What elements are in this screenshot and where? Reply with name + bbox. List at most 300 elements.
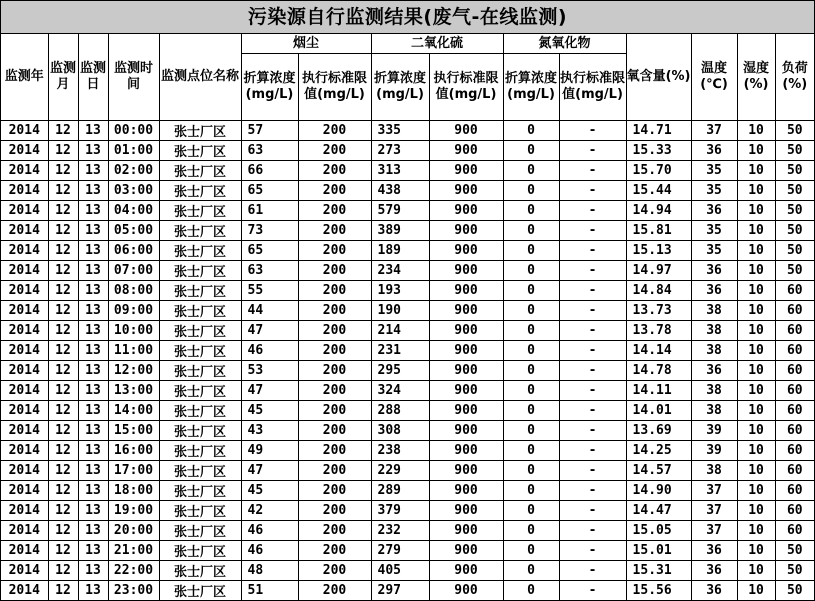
cell-dust-concentration: 63 bbox=[241, 261, 298, 281]
cell-temperature: 36 bbox=[691, 201, 737, 221]
cell-time: 04:00 bbox=[108, 201, 159, 221]
cell-day: 13 bbox=[78, 281, 108, 301]
cell-day: 13 bbox=[78, 341, 108, 361]
cell-oxygen: 15.13 bbox=[626, 241, 691, 261]
cell-dust-concentration: 49 bbox=[241, 441, 298, 461]
cell-temperature: 36 bbox=[691, 141, 737, 161]
cell-so2-concentration: 234 bbox=[371, 261, 429, 281]
cell-so2-concentration: 379 bbox=[371, 501, 429, 521]
cell-so2-concentration: 190 bbox=[371, 301, 429, 321]
cell-nox-limit: - bbox=[559, 381, 626, 401]
cell-year: 2014 bbox=[1, 201, 48, 221]
cell-site: 张士厂区 bbox=[159, 141, 241, 161]
cell-dust-limit: 200 bbox=[298, 381, 371, 401]
cell-day: 13 bbox=[78, 261, 108, 281]
cell-nox-limit: - bbox=[559, 281, 626, 301]
cell-so2-concentration: 297 bbox=[371, 581, 429, 601]
table-row bbox=[1, 561, 814, 581]
cell-humidity: 10 bbox=[737, 361, 775, 381]
cell-dust-concentration: 55 bbox=[241, 281, 298, 301]
cell-nox-limit: - bbox=[559, 581, 626, 601]
cell-humidity: 10 bbox=[737, 581, 775, 601]
header-nox-concentration: 折算浓度(mg/L) bbox=[503, 54, 559, 121]
cell-temperature: 38 bbox=[691, 401, 737, 421]
cell-temperature: 36 bbox=[691, 261, 737, 281]
cell-so2-concentration: 324 bbox=[371, 381, 429, 401]
cell-so2-concentration: 405 bbox=[371, 561, 429, 581]
cell-year: 2014 bbox=[1, 381, 48, 401]
cell-time: 23:00 bbox=[108, 581, 159, 601]
cell-nox-concentration: 0 bbox=[503, 521, 559, 541]
cell-oxygen: 15.56 bbox=[626, 581, 691, 601]
table-row bbox=[1, 581, 814, 601]
cell-temperature: 35 bbox=[691, 241, 737, 261]
cell-load: 50 bbox=[775, 221, 814, 241]
header-load: 负荷(%) bbox=[775, 34, 814, 121]
cell-oxygen: 14.11 bbox=[626, 381, 691, 401]
cell-time: 05:00 bbox=[108, 221, 159, 241]
cell-dust-concentration: 47 bbox=[241, 321, 298, 341]
header-dust-concentration: 折算浓度(mg/L) bbox=[241, 54, 298, 121]
header-time: 监测时间 bbox=[108, 34, 159, 121]
cell-nox-concentration: 0 bbox=[503, 361, 559, 381]
cell-nox-limit: - bbox=[559, 521, 626, 541]
cell-load: 60 bbox=[775, 301, 814, 321]
cell-year: 2014 bbox=[1, 461, 48, 481]
cell-nox-limit: - bbox=[559, 161, 626, 181]
cell-day: 13 bbox=[78, 581, 108, 601]
cell-so2-limit: 900 bbox=[429, 361, 503, 381]
cell-oxygen: 14.90 bbox=[626, 481, 691, 501]
cell-nox-concentration: 0 bbox=[503, 421, 559, 441]
cell-temperature: 36 bbox=[691, 561, 737, 581]
cell-load: 60 bbox=[775, 281, 814, 301]
cell-nox-limit: - bbox=[559, 401, 626, 421]
cell-humidity: 10 bbox=[737, 121, 775, 141]
cell-day: 13 bbox=[78, 561, 108, 581]
cell-so2-limit: 900 bbox=[429, 221, 503, 241]
cell-load: 50 bbox=[775, 161, 814, 181]
cell-month: 12 bbox=[48, 321, 78, 341]
cell-day: 13 bbox=[78, 161, 108, 181]
cell-humidity: 10 bbox=[737, 241, 775, 261]
cell-nox-concentration: 0 bbox=[503, 201, 559, 221]
cell-site: 张士厂区 bbox=[159, 161, 241, 181]
cell-nox-concentration: 0 bbox=[503, 441, 559, 461]
cell-oxygen: 14.78 bbox=[626, 361, 691, 381]
cell-oxygen: 14.47 bbox=[626, 501, 691, 521]
cell-day: 13 bbox=[78, 421, 108, 441]
cell-year: 2014 bbox=[1, 281, 48, 301]
cell-oxygen: 14.14 bbox=[626, 341, 691, 361]
cell-so2-concentration: 389 bbox=[371, 221, 429, 241]
table-row bbox=[1, 521, 814, 541]
cell-year: 2014 bbox=[1, 421, 48, 441]
cell-site: 张士厂区 bbox=[159, 401, 241, 421]
table-row bbox=[1, 121, 814, 141]
report-title: 污染源自行监测结果(废气-在线监测) bbox=[1, 1, 814, 34]
cell-load: 50 bbox=[775, 141, 814, 161]
cell-so2-limit: 900 bbox=[429, 181, 503, 201]
cell-nox-concentration: 0 bbox=[503, 321, 559, 341]
cell-time: 17:00 bbox=[108, 461, 159, 481]
cell-year: 2014 bbox=[1, 561, 48, 581]
cell-day: 13 bbox=[78, 521, 108, 541]
cell-temperature: 37 bbox=[691, 521, 737, 541]
cell-year: 2014 bbox=[1, 481, 48, 501]
cell-month: 12 bbox=[48, 141, 78, 161]
cell-dust-limit: 200 bbox=[298, 401, 371, 421]
cell-time: 02:00 bbox=[108, 161, 159, 181]
cell-dust-concentration: 46 bbox=[241, 521, 298, 541]
cell-temperature: 38 bbox=[691, 461, 737, 481]
cell-nox-limit: - bbox=[559, 361, 626, 381]
cell-nox-limit: - bbox=[559, 501, 626, 521]
cell-site: 张士厂区 bbox=[159, 441, 241, 461]
cell-nox-concentration: 0 bbox=[503, 301, 559, 321]
cell-temperature: 35 bbox=[691, 181, 737, 201]
cell-so2-limit: 900 bbox=[429, 501, 503, 521]
cell-oxygen: 13.78 bbox=[626, 321, 691, 341]
cell-time: 08:00 bbox=[108, 281, 159, 301]
cell-dust-concentration: 46 bbox=[241, 341, 298, 361]
header-dust-group: 烟尘 bbox=[241, 34, 371, 54]
cell-load: 60 bbox=[775, 481, 814, 501]
cell-nox-concentration: 0 bbox=[503, 241, 559, 261]
cell-time: 12:00 bbox=[108, 361, 159, 381]
cell-so2-limit: 900 bbox=[429, 201, 503, 221]
cell-oxygen: 15.70 bbox=[626, 161, 691, 181]
table-row bbox=[1, 161, 814, 181]
cell-load: 50 bbox=[775, 181, 814, 201]
cell-oxygen: 15.31 bbox=[626, 561, 691, 581]
cell-nox-concentration: 0 bbox=[503, 161, 559, 181]
cell-nox-limit: - bbox=[559, 301, 626, 321]
cell-dust-limit: 200 bbox=[298, 521, 371, 541]
cell-site: 张士厂区 bbox=[159, 541, 241, 561]
cell-load: 60 bbox=[775, 501, 814, 521]
table-row bbox=[1, 501, 814, 521]
cell-dust-concentration: 73 bbox=[241, 221, 298, 241]
cell-day: 13 bbox=[78, 461, 108, 481]
cell-so2-limit: 900 bbox=[429, 241, 503, 261]
cell-month: 12 bbox=[48, 221, 78, 241]
cell-time: 16:00 bbox=[108, 441, 159, 461]
header-so2-concentration: 折算浓度(mg/L) bbox=[371, 54, 429, 121]
cell-nox-concentration: 0 bbox=[503, 561, 559, 581]
cell-so2-limit: 900 bbox=[429, 581, 503, 601]
cell-temperature: 39 bbox=[691, 441, 737, 461]
table-row bbox=[1, 201, 814, 221]
cell-load: 60 bbox=[775, 521, 814, 541]
cell-time: 03:00 bbox=[108, 181, 159, 201]
cell-time: 10:00 bbox=[108, 321, 159, 341]
cell-nox-concentration: 0 bbox=[503, 461, 559, 481]
cell-load: 60 bbox=[775, 441, 814, 461]
header-nox-limit: 执行标准限值(mg/L) bbox=[559, 54, 626, 121]
cell-so2-concentration: 273 bbox=[371, 141, 429, 161]
cell-oxygen: 13.69 bbox=[626, 421, 691, 441]
cell-site: 张士厂区 bbox=[159, 301, 241, 321]
cell-so2-limit: 900 bbox=[429, 541, 503, 561]
cell-so2-limit: 900 bbox=[429, 261, 503, 281]
table-row bbox=[1, 221, 814, 241]
table-row bbox=[1, 261, 814, 281]
cell-so2-concentration: 579 bbox=[371, 201, 429, 221]
cell-so2-limit: 900 bbox=[429, 281, 503, 301]
cell-nox-concentration: 0 bbox=[503, 281, 559, 301]
cell-so2-concentration: 189 bbox=[371, 241, 429, 261]
cell-so2-limit: 900 bbox=[429, 141, 503, 161]
cell-nox-concentration: 0 bbox=[503, 481, 559, 501]
table-row bbox=[1, 141, 814, 161]
cell-dust-concentration: 66 bbox=[241, 161, 298, 181]
table-header bbox=[1, 34, 814, 121]
table-row bbox=[1, 361, 814, 381]
cell-site: 张士厂区 bbox=[159, 381, 241, 401]
cell-load: 60 bbox=[775, 361, 814, 381]
cell-day: 13 bbox=[78, 221, 108, 241]
cell-load: 60 bbox=[775, 401, 814, 421]
cell-dust-concentration: 51 bbox=[241, 581, 298, 601]
cell-month: 12 bbox=[48, 261, 78, 281]
cell-dust-concentration: 45 bbox=[241, 481, 298, 501]
header-month: 监测月 bbox=[48, 34, 78, 121]
cell-dust-limit: 200 bbox=[298, 361, 371, 381]
cell-temperature: 36 bbox=[691, 361, 737, 381]
table-row bbox=[1, 321, 814, 341]
cell-nox-concentration: 0 bbox=[503, 261, 559, 281]
cell-load: 60 bbox=[775, 421, 814, 441]
cell-site: 张士厂区 bbox=[159, 121, 241, 141]
cell-humidity: 10 bbox=[737, 181, 775, 201]
cell-oxygen: 15.44 bbox=[626, 181, 691, 201]
cell-temperature: 38 bbox=[691, 301, 737, 321]
table-row bbox=[1, 181, 814, 201]
cell-day: 13 bbox=[78, 181, 108, 201]
cell-humidity: 10 bbox=[737, 341, 775, 361]
cell-dust-concentration: 61 bbox=[241, 201, 298, 221]
cell-so2-concentration: 238 bbox=[371, 441, 429, 461]
cell-month: 12 bbox=[48, 581, 78, 601]
cell-so2-limit: 900 bbox=[429, 301, 503, 321]
cell-dust-limit: 200 bbox=[298, 341, 371, 361]
cell-oxygen: 14.94 bbox=[626, 201, 691, 221]
cell-load: 60 bbox=[775, 381, 814, 401]
cell-day: 13 bbox=[78, 401, 108, 421]
table-row bbox=[1, 281, 814, 301]
cell-so2-concentration: 335 bbox=[371, 121, 429, 141]
cell-nox-limit: - bbox=[559, 561, 626, 581]
cell-day: 13 bbox=[78, 361, 108, 381]
cell-dust-limit: 200 bbox=[298, 421, 371, 441]
table-row bbox=[1, 241, 814, 261]
cell-month: 12 bbox=[48, 541, 78, 561]
cell-dust-limit: 200 bbox=[298, 441, 371, 461]
cell-so2-limit: 900 bbox=[429, 121, 503, 141]
cell-year: 2014 bbox=[1, 341, 48, 361]
cell-humidity: 10 bbox=[737, 461, 775, 481]
cell-nox-limit: - bbox=[559, 461, 626, 481]
cell-nox-limit: - bbox=[559, 221, 626, 241]
cell-year: 2014 bbox=[1, 121, 48, 141]
cell-oxygen: 14.84 bbox=[626, 281, 691, 301]
cell-oxygen: 14.25 bbox=[626, 441, 691, 461]
cell-temperature: 39 bbox=[691, 421, 737, 441]
cell-month: 12 bbox=[48, 341, 78, 361]
cell-nox-concentration: 0 bbox=[503, 341, 559, 361]
cell-temperature: 38 bbox=[691, 321, 737, 341]
cell-month: 12 bbox=[48, 561, 78, 581]
cell-load: 50 bbox=[775, 201, 814, 221]
cell-dust-limit: 200 bbox=[298, 241, 371, 261]
cell-day: 13 bbox=[78, 241, 108, 261]
cell-humidity: 10 bbox=[737, 501, 775, 521]
cell-nox-concentration: 0 bbox=[503, 221, 559, 241]
cell-day: 13 bbox=[78, 441, 108, 461]
cell-site: 张士厂区 bbox=[159, 201, 241, 221]
cell-dust-concentration: 57 bbox=[241, 121, 298, 141]
cell-dust-limit: 200 bbox=[298, 321, 371, 341]
cell-load: 50 bbox=[775, 241, 814, 261]
cell-dust-limit: 200 bbox=[298, 541, 371, 561]
cell-so2-concentration: 229 bbox=[371, 461, 429, 481]
cell-dust-limit: 200 bbox=[298, 461, 371, 481]
cell-dust-concentration: 63 bbox=[241, 141, 298, 161]
cell-dust-limit: 200 bbox=[298, 161, 371, 181]
cell-site: 张士厂区 bbox=[159, 481, 241, 501]
cell-month: 12 bbox=[48, 481, 78, 501]
cell-oxygen: 15.33 bbox=[626, 141, 691, 161]
cell-dust-limit: 200 bbox=[298, 221, 371, 241]
cell-dust-concentration: 48 bbox=[241, 561, 298, 581]
header-humidity: 湿度(%) bbox=[737, 34, 775, 121]
cell-month: 12 bbox=[48, 361, 78, 381]
cell-nox-concentration: 0 bbox=[503, 501, 559, 521]
cell-dust-limit: 200 bbox=[298, 281, 371, 301]
cell-dust-limit: 200 bbox=[298, 121, 371, 141]
cell-humidity: 10 bbox=[737, 161, 775, 181]
cell-temperature: 36 bbox=[691, 581, 737, 601]
cell-dust-concentration: 65 bbox=[241, 181, 298, 201]
cell-humidity: 10 bbox=[737, 221, 775, 241]
cell-humidity: 10 bbox=[737, 481, 775, 501]
cell-nox-concentration: 0 bbox=[503, 181, 559, 201]
cell-load: 60 bbox=[775, 341, 814, 361]
cell-day: 13 bbox=[78, 501, 108, 521]
cell-year: 2014 bbox=[1, 241, 48, 261]
cell-nox-concentration: 0 bbox=[503, 581, 559, 601]
cell-day: 13 bbox=[78, 201, 108, 221]
cell-month: 12 bbox=[48, 381, 78, 401]
header-oxygen: 氧含量(%) bbox=[626, 34, 691, 121]
cell-load: 50 bbox=[775, 581, 814, 601]
cell-so2-limit: 900 bbox=[429, 321, 503, 341]
cell-year: 2014 bbox=[1, 401, 48, 421]
cell-nox-limit: - bbox=[559, 181, 626, 201]
cell-dust-limit: 200 bbox=[298, 581, 371, 601]
cell-month: 12 bbox=[48, 501, 78, 521]
cell-so2-concentration: 438 bbox=[371, 181, 429, 201]
cell-nox-limit: - bbox=[559, 141, 626, 161]
monitoring-table bbox=[1, 34, 814, 601]
cell-so2-limit: 900 bbox=[429, 421, 503, 441]
cell-month: 12 bbox=[48, 301, 78, 321]
cell-site: 张士厂区 bbox=[159, 261, 241, 281]
header-site: 监测点位名称 bbox=[159, 34, 241, 121]
cell-so2-concentration: 295 bbox=[371, 361, 429, 381]
cell-nox-concentration: 0 bbox=[503, 541, 559, 561]
cell-month: 12 bbox=[48, 201, 78, 221]
cell-site: 张士厂区 bbox=[159, 521, 241, 541]
cell-site: 张士厂区 bbox=[159, 581, 241, 601]
cell-humidity: 10 bbox=[737, 521, 775, 541]
table-row bbox=[1, 541, 814, 561]
cell-load: 50 bbox=[775, 561, 814, 581]
cell-site: 张士厂区 bbox=[159, 561, 241, 581]
cell-load: 50 bbox=[775, 541, 814, 561]
table-row bbox=[1, 481, 814, 501]
cell-time: 19:00 bbox=[108, 501, 159, 521]
cell-so2-concentration: 231 bbox=[371, 341, 429, 361]
cell-humidity: 10 bbox=[737, 561, 775, 581]
cell-temperature: 35 bbox=[691, 221, 737, 241]
header-so2-limit: 执行标准限值(mg/L) bbox=[429, 54, 503, 121]
cell-dust-concentration: 45 bbox=[241, 401, 298, 421]
cell-temperature: 36 bbox=[691, 281, 737, 301]
cell-humidity: 10 bbox=[737, 141, 775, 161]
cell-site: 张士厂区 bbox=[159, 241, 241, 261]
cell-humidity: 10 bbox=[737, 401, 775, 421]
table-row bbox=[1, 421, 814, 441]
cell-dust-limit: 200 bbox=[298, 561, 371, 581]
table-row bbox=[1, 381, 814, 401]
cell-humidity: 10 bbox=[737, 301, 775, 321]
cell-so2-concentration: 313 bbox=[371, 161, 429, 181]
cell-so2-limit: 900 bbox=[429, 561, 503, 581]
cell-time: 06:00 bbox=[108, 241, 159, 261]
cell-dust-limit: 200 bbox=[298, 481, 371, 501]
cell-year: 2014 bbox=[1, 581, 48, 601]
cell-year: 2014 bbox=[1, 501, 48, 521]
cell-nox-limit: - bbox=[559, 201, 626, 221]
cell-time: 00:00 bbox=[108, 121, 159, 141]
cell-year: 2014 bbox=[1, 441, 48, 461]
cell-oxygen: 14.01 bbox=[626, 401, 691, 421]
cell-site: 张士厂区 bbox=[159, 461, 241, 481]
cell-year: 2014 bbox=[1, 221, 48, 241]
cell-month: 12 bbox=[48, 241, 78, 261]
cell-dust-limit: 200 bbox=[298, 201, 371, 221]
cell-dust-limit: 200 bbox=[298, 261, 371, 281]
cell-day: 13 bbox=[78, 381, 108, 401]
cell-humidity: 10 bbox=[737, 201, 775, 221]
cell-time: 18:00 bbox=[108, 481, 159, 501]
cell-dust-concentration: 44 bbox=[241, 301, 298, 321]
cell-dust-limit: 200 bbox=[298, 301, 371, 321]
cell-dust-concentration: 47 bbox=[241, 381, 298, 401]
cell-month: 12 bbox=[48, 281, 78, 301]
cell-year: 2014 bbox=[1, 321, 48, 341]
cell-month: 12 bbox=[48, 441, 78, 461]
cell-humidity: 10 bbox=[737, 441, 775, 461]
cell-load: 50 bbox=[775, 121, 814, 141]
cell-site: 张士厂区 bbox=[159, 281, 241, 301]
cell-nox-limit: - bbox=[559, 481, 626, 501]
cell-time: 22:00 bbox=[108, 561, 159, 581]
cell-oxygen: 15.81 bbox=[626, 221, 691, 241]
cell-so2-limit: 900 bbox=[429, 341, 503, 361]
